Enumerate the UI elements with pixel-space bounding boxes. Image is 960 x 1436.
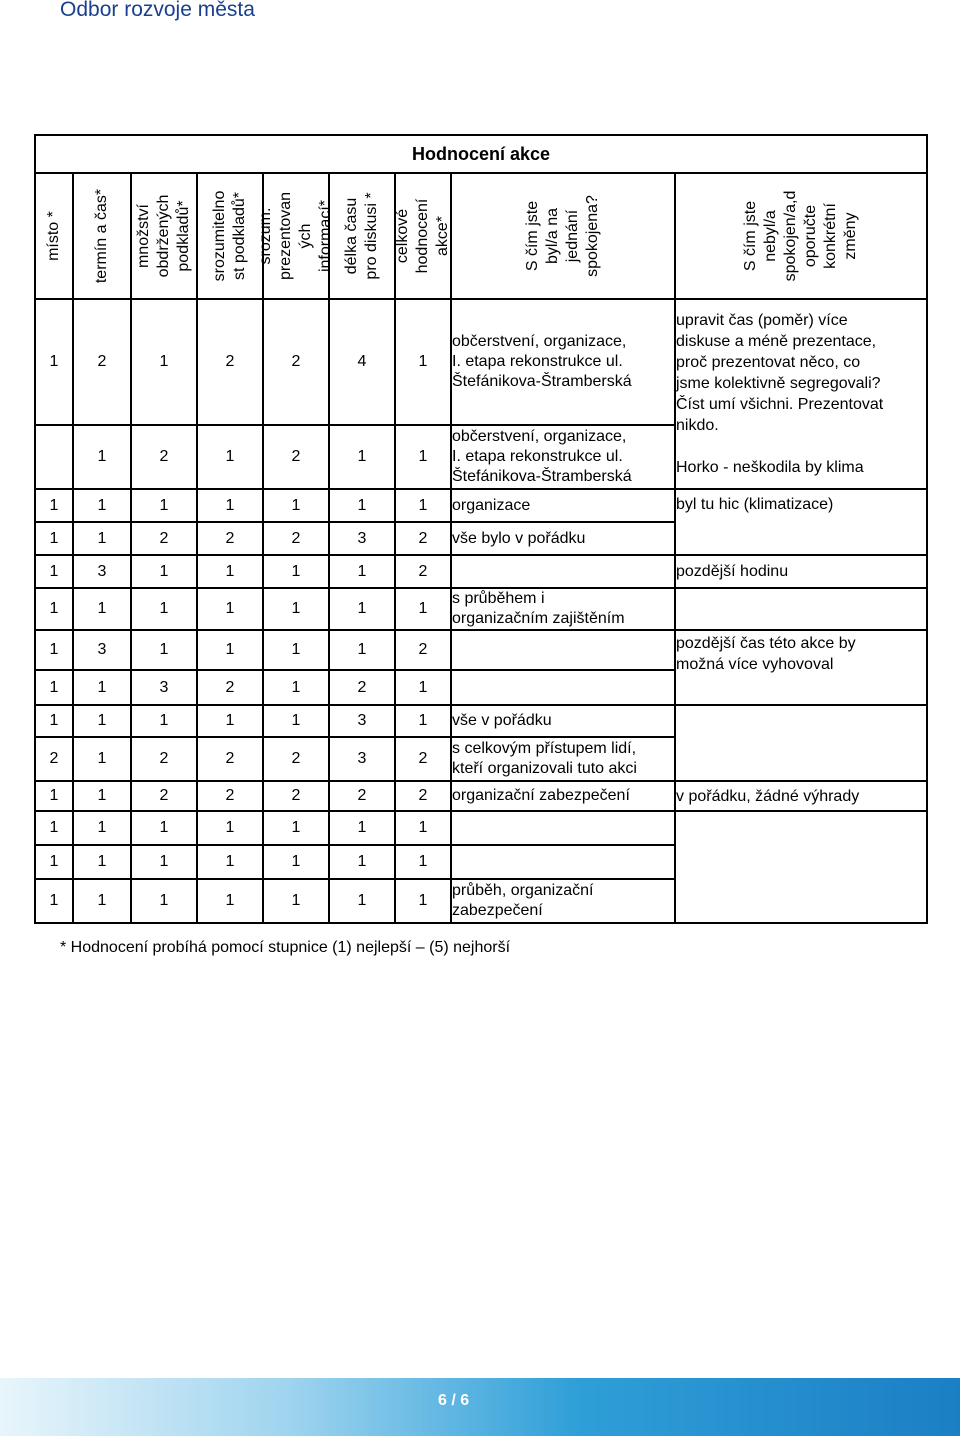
cell-materials-amount: 1 — [131, 555, 197, 588]
cell-overall: 2 — [395, 781, 451, 811]
cell-place: 1 — [35, 630, 73, 670]
cell-unsatisfied — [675, 588, 927, 630]
cell-info-clarity: 1 — [263, 588, 329, 630]
cell-place: 1 — [35, 299, 73, 425]
cell-place: 1 — [35, 588, 73, 630]
cell-discussion-time: 3 — [329, 705, 395, 737]
cell-info-clarity: 2 — [263, 737, 329, 781]
cell-place — [35, 425, 73, 489]
cell-materials-amount: 1 — [131, 588, 197, 630]
cell-materials-amount: 1 — [131, 845, 197, 879]
footer-band — [0, 1378, 960, 1436]
cell-discussion-time: 1 — [329, 845, 395, 879]
cell-info-clarity: 2 — [263, 781, 329, 811]
cell-satisfied: vše v pořádku — [451, 705, 675, 737]
cell-overall: 1 — [395, 299, 451, 425]
cell-unsatisfied — [675, 811, 927, 923]
cell-discussion-time: 1 — [329, 588, 395, 630]
cell-materials-clarity: 1 — [197, 879, 263, 923]
cell-satisfied: vše bylo v pořádku — [451, 522, 675, 555]
cell-satisfied: organizační zabezpečení — [451, 781, 675, 811]
cell-materials-clarity: 1 — [197, 811, 263, 845]
cell-materials-amount: 1 — [131, 630, 197, 670]
cell-materials-clarity: 2 — [197, 522, 263, 555]
cell-time: 3 — [73, 630, 131, 670]
cell-place: 1 — [35, 879, 73, 923]
cell-overall: 1 — [395, 879, 451, 923]
cell-unsatisfied: upravit čas (poměr) více diskuse a méně prezentace, proč prezentovat něco, co jsme kolektivně segregovali? Číst umí všichni. Prezentovat nikdo. Horko - neškodila by klima — [675, 299, 927, 489]
cell-materials-amount: 1 — [131, 879, 197, 923]
cell-info-clarity: 1 — [263, 705, 329, 737]
cell-time: 1 — [73, 705, 131, 737]
cell-overall: 1 — [395, 845, 451, 879]
cell-overall: 2 — [395, 522, 451, 555]
table-row — [35, 588, 927, 630]
cell-overall: 1 — [395, 705, 451, 737]
cell-overall: 1 — [395, 489, 451, 522]
cell-materials-amount: 3 — [131, 670, 197, 705]
cell-discussion-time: 2 — [329, 670, 395, 705]
evaluation-table — [34, 134, 928, 924]
cell-place: 1 — [35, 670, 73, 705]
cell-info-clarity: 1 — [263, 630, 329, 670]
cell-unsatisfied: pozdější čas této akce by možná více vyhovoval — [675, 630, 927, 705]
table-row — [35, 299, 927, 425]
cell-info-clarity: 1 — [263, 489, 329, 522]
cell-place: 1 — [35, 555, 73, 588]
cell-time: 1 — [73, 588, 131, 630]
cell-satisfied: průběh, organizační zabezpečení — [451, 879, 675, 923]
column-header-row — [35, 173, 927, 299]
cell-materials-amount: 2 — [131, 781, 197, 811]
cell-discussion-time: 1 — [329, 425, 395, 489]
cell-discussion-time: 1 — [329, 555, 395, 588]
cell-materials-clarity: 1 — [197, 630, 263, 670]
cell-time: 1 — [73, 845, 131, 879]
col-header-materials-amount: množství obdržených podkladů* — [131, 173, 197, 299]
cell-time: 1 — [73, 811, 131, 845]
cell-place: 1 — [35, 845, 73, 879]
cell-satisfied: s celkovým přístupem lidí, kteří organizovali tuto akci — [451, 737, 675, 781]
col-header-place: místo * — [35, 173, 73, 299]
page-header-title: Odbor rozvoje města — [60, 0, 255, 21]
cell-time: 1 — [73, 489, 131, 522]
table-row — [35, 630, 927, 670]
cell-time: 2 — [73, 299, 131, 425]
cell-materials-clarity: 1 — [197, 588, 263, 630]
cell-satisfied: s průběhem i organizačním zajištěním — [451, 588, 675, 630]
cell-materials-clarity: 1 — [197, 705, 263, 737]
cell-unsatisfied: v pořádku, žádné výhrady — [675, 781, 927, 811]
cell-unsatisfied: pozdější hodinu — [675, 555, 927, 588]
cell-time: 1 — [73, 425, 131, 489]
cell-unsatisfied — [675, 705, 927, 781]
cell-materials-clarity: 1 — [197, 555, 263, 588]
col-header-time: termín a čas* — [73, 173, 131, 299]
page-number: 6 / 6 — [438, 1392, 470, 1409]
rating-scale-footnote: * Hodnocení probíhá pomocí stupnice (1) nejlepší – (5) nejhorší — [60, 939, 511, 956]
cell-materials-clarity: 2 — [197, 781, 263, 811]
cell-discussion-time: 1 — [329, 630, 395, 670]
cell-satisfied — [451, 811, 675, 845]
table-row — [35, 811, 927, 845]
cell-info-clarity: 1 — [263, 845, 329, 879]
cell-place: 1 — [35, 522, 73, 555]
cell-materials-amount: 1 — [131, 811, 197, 845]
cell-info-clarity: 1 — [263, 879, 329, 923]
cell-overall: 2 — [395, 737, 451, 781]
col-header-materials-clarity: srozumitelno st podkladů* — [197, 173, 263, 299]
cell-materials-clarity: 1 — [197, 845, 263, 879]
cell-info-clarity: 2 — [263, 522, 329, 555]
cell-materials-clarity: 2 — [197, 737, 263, 781]
table-row — [35, 705, 927, 737]
cell-satisfied — [451, 670, 675, 705]
cell-discussion-time: 4 — [329, 299, 395, 425]
cell-overall: 1 — [395, 811, 451, 845]
cell-materials-amount: 1 — [131, 705, 197, 737]
cell-discussion-time: 1 — [329, 879, 395, 923]
cell-discussion-time: 3 — [329, 737, 395, 781]
cell-satisfied — [451, 555, 675, 588]
cell-place: 1 — [35, 489, 73, 522]
cell-overall: 2 — [395, 555, 451, 588]
cell-satisfied: občerstvení, organizace, I. etapa rekonstrukce ul. Štefánikova-Štramberská — [451, 299, 675, 425]
cell-materials-clarity: 1 — [197, 489, 263, 522]
cell-overall: 1 — [395, 425, 451, 489]
cell-time: 1 — [73, 522, 131, 555]
col-header-unsatisfied: S čím jste nebyl/a spokojen/a,d oporučte konkrétní změny — [675, 173, 927, 299]
cell-info-clarity: 2 — [263, 299, 329, 425]
table-row — [35, 555, 927, 588]
cell-materials-clarity: 2 — [197, 670, 263, 705]
cell-unsatisfied: byl tu hic (klimatizace) — [675, 489, 927, 555]
cell-overall: 2 — [395, 630, 451, 670]
cell-info-clarity: 1 — [263, 555, 329, 588]
cell-time: 1 — [73, 670, 131, 705]
cell-discussion-time: 2 — [329, 781, 395, 811]
cell-materials-amount: 2 — [131, 737, 197, 781]
table-title: Hodnocení akce — [35, 135, 927, 173]
cell-materials-amount: 2 — [131, 425, 197, 489]
cell-place: 1 — [35, 781, 73, 811]
cell-materials-clarity: 2 — [197, 299, 263, 425]
cell-time: 1 — [73, 781, 131, 811]
cell-materials-clarity: 1 — [197, 425, 263, 489]
col-header-overall: celkové hodnocení akce* — [395, 173, 451, 299]
col-header-discussion-time: délka času pro diskusi * — [329, 173, 395, 299]
cell-discussion-time: 1 — [329, 811, 395, 845]
cell-place: 1 — [35, 705, 73, 737]
cell-discussion-time: 1 — [329, 489, 395, 522]
cell-satisfied — [451, 630, 675, 670]
cell-materials-amount: 1 — [131, 299, 197, 425]
cell-info-clarity: 2 — [263, 425, 329, 489]
table-row — [35, 489, 927, 522]
cell-time: 1 — [73, 737, 131, 781]
col-header-info-clarity: srozum. prezentovan ých informací* — [263, 173, 329, 299]
cell-info-clarity: 1 — [263, 670, 329, 705]
col-header-satisfied: S čím jste byl/a na jednání spokojena? — [451, 173, 675, 299]
cell-satisfied: organizace — [451, 489, 675, 522]
cell-satisfied — [451, 845, 675, 879]
cell-time: 3 — [73, 555, 131, 588]
cell-time: 1 — [73, 879, 131, 923]
cell-place: 1 — [35, 811, 73, 845]
cell-info-clarity: 1 — [263, 811, 329, 845]
cell-overall: 1 — [395, 670, 451, 705]
cell-overall: 1 — [395, 588, 451, 630]
cell-place: 2 — [35, 737, 73, 781]
cell-materials-amount: 2 — [131, 522, 197, 555]
cell-satisfied: občerstvení, organizace, I. etapa rekonstrukce ul. Štefánikova-Štramberská — [451, 425, 675, 489]
cell-discussion-time: 3 — [329, 522, 395, 555]
table-row — [35, 781, 927, 811]
cell-materials-amount: 1 — [131, 489, 197, 522]
